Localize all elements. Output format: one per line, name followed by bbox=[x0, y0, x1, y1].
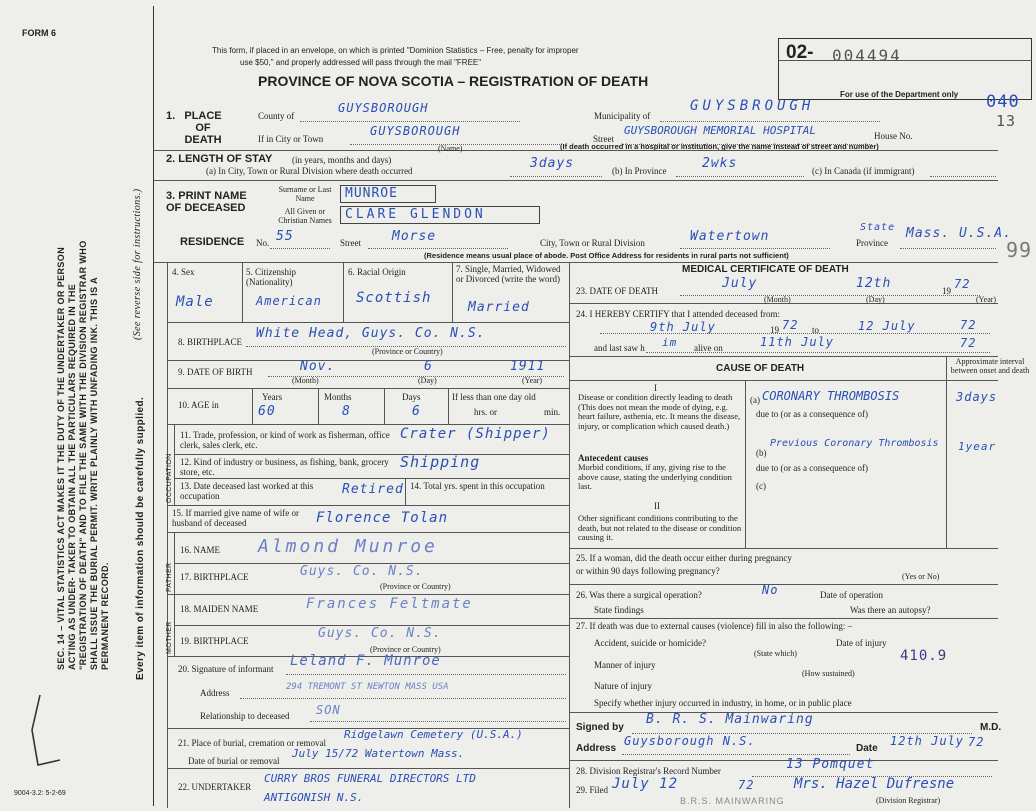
surname-box[interactable] bbox=[340, 185, 436, 203]
father-name-label: 16. NAME bbox=[180, 545, 220, 555]
print-code: 9004-3.2: 5-2-69 bbox=[14, 790, 66, 797]
father-birthplace-sub: (Province or Country) bbox=[380, 582, 451, 591]
place-label-num: 1. bbox=[166, 110, 176, 122]
medical-header: MEDICAL CERTIFICATE OF DEATH bbox=[682, 264, 849, 275]
certify-from[interactable]: 9th July bbox=[650, 320, 716, 334]
reg-prefix: 02- bbox=[786, 42, 814, 63]
dob-year-label: (Year) bbox=[522, 376, 543, 385]
instructions-note: (See reverse side for instructions.) bbox=[132, 188, 143, 340]
residence-province[interactable]: Mass. U.S.A. bbox=[906, 226, 1012, 241]
given-label: All Given or Christian Names bbox=[278, 207, 332, 225]
medical-day[interactable]: 12th bbox=[856, 276, 892, 291]
municipality-value[interactable]: GUYSBROUGH bbox=[690, 98, 815, 114]
burial-date[interactable]: July 15/72 Watertown Mass. bbox=[292, 747, 465, 760]
how-sustained: (How sustained) bbox=[802, 669, 855, 678]
residence-no[interactable]: 55 bbox=[276, 229, 294, 244]
age-months-label: Months bbox=[324, 392, 352, 402]
filed-value[interactable]: July 12 bbox=[612, 776, 679, 792]
burial-place-label: 21. Place of burial, cremation or removal bbox=[178, 738, 326, 748]
every-item-note: Every item of information should be carefully supplied. bbox=[135, 396, 146, 680]
yes-no-label: (Yes or No) bbox=[902, 572, 940, 581]
burial-date-label: Date of burial or removal bbox=[188, 756, 280, 766]
state-findings-label: State findings bbox=[594, 605, 644, 615]
industry-value[interactable]: Shipping bbox=[400, 453, 481, 471]
envelope-note-1: This form, if placed in an envelope, on which is printed "Dominion Statistics – Free, penalty for improper bbox=[212, 46, 579, 55]
age-min-label: min. bbox=[544, 407, 561, 417]
external-label: 27. If death was due to external causes (violence) fill in also the following: – bbox=[576, 621, 853, 631]
mother-birthplace-label: 19. BIRTHPLACE bbox=[180, 636, 249, 646]
medical-month[interactable]: July bbox=[722, 276, 758, 291]
stay-label: 2. LENGTH OF STAY bbox=[166, 153, 273, 165]
stay-b-label: (b) In Province bbox=[612, 166, 667, 176]
place-label: PLACE OF DEATH bbox=[184, 110, 222, 146]
surname-value: MUNROE bbox=[345, 186, 398, 201]
age-less-label: If less than one day old bbox=[452, 392, 536, 402]
county-label: County of bbox=[258, 111, 295, 121]
stay-b-value[interactable]: 2wks bbox=[702, 156, 738, 171]
given-box[interactable] bbox=[340, 206, 540, 224]
sex-value[interactable]: Male bbox=[176, 294, 214, 310]
father-birthplace-label: 17. BIRTHPLACE bbox=[180, 572, 249, 582]
undertaker-value[interactable]: CURRY BROS FUNERAL DIRECTORS LTD bbox=[264, 772, 476, 785]
dob-day[interactable]: 6 bbox=[424, 359, 433, 374]
father-side-label: FATHER bbox=[166, 562, 173, 592]
trade-value[interactable]: Crater (Shipper) bbox=[400, 426, 551, 442]
accident-label: Accident, suicide or homicide? bbox=[594, 638, 706, 648]
total-years-label: 14. Total yrs. spent in this occupation bbox=[410, 481, 545, 491]
medical-month-label: (Month) bbox=[764, 295, 791, 304]
mother-maiden-label: 18. MAIDEN NAME bbox=[180, 604, 259, 614]
relationship-label: Relationship to deceased bbox=[200, 711, 290, 721]
city-value[interactable]: GUYSBOROUGH bbox=[370, 124, 461, 138]
signed-label: Signed by bbox=[576, 722, 624, 733]
page-title: PROVINCE OF NOVA SCOTIA – REGISTRATION OF DEATH bbox=[258, 73, 649, 89]
dept-code-3: 99 bbox=[1006, 238, 1033, 262]
residence-street[interactable]: Morse bbox=[392, 229, 437, 244]
industry-injury-label: Specify whether injury occurred in industry, in home, or in public place bbox=[594, 698, 852, 708]
certify-label: 24. I HEREBY CERTIFY that I attended deceased from: bbox=[576, 309, 780, 319]
medical-year-prefix: 19 bbox=[942, 286, 951, 296]
spouse-label: 15. If married give name of wife or husband of deceased bbox=[172, 508, 299, 528]
cause-b-prefix: (b) bbox=[756, 448, 767, 458]
informant-address[interactable]: 294 TREMONT ST NEWTON MASS USA bbox=[286, 682, 449, 692]
op-date-label: Date of operation bbox=[820, 590, 883, 600]
mother-birthplace-sub: (Province or Country) bbox=[370, 645, 441, 654]
medical-day-label: (Day) bbox=[866, 295, 885, 304]
last-worked-label: 13. Date deceased last worked at this occupation bbox=[180, 481, 314, 501]
alive-on-label: alive on bbox=[694, 343, 723, 353]
birthplace-sub: (Province or Country) bbox=[372, 347, 443, 356]
med-address[interactable]: Guysborough N.S. bbox=[624, 734, 756, 748]
marital-label: 7. Single, Married, Widowed or Divorced (write the word) bbox=[456, 264, 561, 284]
certify-to[interactable]: 12 July bbox=[858, 319, 916, 333]
residence-state-label: State bbox=[860, 222, 896, 233]
certify-year1[interactable]: 72 bbox=[782, 318, 799, 332]
age-hrs-label: hrs. or bbox=[474, 407, 497, 417]
occupation-side-label: OCCUPATION bbox=[166, 453, 173, 503]
certify-year1-prefix: 19 bbox=[770, 325, 779, 335]
section-ii: II bbox=[654, 501, 660, 511]
street-value[interactable]: GUYSBOROUGH MEMORIAL HOSPITAL bbox=[624, 124, 817, 137]
residence-street-label: Street bbox=[340, 238, 361, 248]
age-days[interactable]: 6 bbox=[412, 404, 421, 419]
antecedent-desc: Morbid conditions, if any, giving rise to the above cause, stating the underlying condition last. bbox=[578, 462, 732, 491]
reg-number: 004494 bbox=[832, 46, 902, 65]
date-signed-year[interactable]: 72 bbox=[968, 735, 985, 749]
informant-address-label: Address bbox=[200, 688, 230, 698]
medical-year-label: (Year) bbox=[976, 295, 997, 304]
residence-no-label: No. bbox=[256, 238, 270, 248]
code-410: 410.9 bbox=[900, 648, 948, 664]
house-label: House No. bbox=[874, 131, 913, 141]
dept-code-2: 13 bbox=[996, 112, 1017, 130]
street-label: Street bbox=[593, 134, 614, 144]
mother-side-label: MOTHER bbox=[166, 621, 173, 654]
sex-label: 4. Sex bbox=[172, 267, 195, 277]
hospital-note: (If death occurred in a hospital or institution, give the name instead of street and number) bbox=[560, 142, 879, 151]
residence-label: RESIDENCE bbox=[180, 236, 245, 248]
surgery-label: 26. Was there a surgical operation? bbox=[576, 590, 702, 600]
cause-c-prefix: (c) bbox=[756, 481, 766, 491]
certify-to-label: to bbox=[812, 325, 820, 335]
age-label: 10. AGE in bbox=[178, 400, 219, 410]
dept-use-label: For use of the Department only bbox=[840, 90, 959, 99]
last-saw-label: and last saw h bbox=[594, 343, 645, 353]
cause-b[interactable]: Previous Coronary Thrombosis bbox=[770, 438, 939, 449]
section-i: I bbox=[654, 383, 657, 393]
consequence-b: due to (or as a consequence of) bbox=[756, 463, 868, 473]
margin-scribble bbox=[10, 690, 70, 780]
racial-label: 6. Racial Origin bbox=[348, 267, 406, 277]
disease-label: Disease or condition directly leading to death (This does not mean the mode of dying, e.g. heart failure, asthenia, etc. It means the disease, injury, or complication which caused death.) bbox=[578, 392, 741, 431]
registrar-no[interactable]: 13 Pomquet bbox=[786, 757, 875, 772]
father-name[interactable]: Almond Munroe bbox=[258, 536, 438, 557]
municipality-label: Municipality of bbox=[594, 111, 651, 121]
pregnancy-label: 25. If a woman, did the death occur either during pregnancy or within 90 days following pregnancy? bbox=[576, 553, 792, 576]
filed-year[interactable]: 72 bbox=[738, 778, 755, 792]
surname-label: Surname or Last Name bbox=[278, 185, 332, 203]
medical-year[interactable]: 72 bbox=[954, 277, 971, 291]
undertaker-label: 22. UNDERTAKER bbox=[178, 782, 252, 792]
undertaker-address[interactable]: ANTIGONISH N.S. bbox=[264, 791, 364, 804]
age-days-label: Days bbox=[402, 392, 421, 402]
residence-city[interactable]: Watertown bbox=[690, 229, 770, 244]
citizenship-label: 5. Citizenship (Nationality) bbox=[246, 267, 296, 287]
certify-year3[interactable]: 72 bbox=[960, 336, 977, 350]
date-signed-label: Date bbox=[856, 743, 878, 754]
cause-a[interactable]: CORONARY THROMBOSIS bbox=[762, 389, 900, 403]
autopsy-label: Was there an autopsy? bbox=[850, 605, 931, 615]
city-label: If in City or Town bbox=[258, 134, 324, 144]
dept-code-1: 040 bbox=[986, 92, 1020, 112]
registrar-signature[interactable]: Mrs. Hazel Dufresne bbox=[794, 776, 955, 792]
age-years-label: Years bbox=[262, 392, 283, 402]
residence-city-label: City, Town or Rural Division bbox=[540, 238, 645, 248]
md-label: M.D. bbox=[980, 722, 1002, 733]
city-name-label: (Name) bbox=[438, 144, 463, 153]
act-text: SEC. 14 – VITAL STATISTICS ACT MAKES IT THE DUTY OF THE UNDERTAKER OR PERSON ACTING AS UNDER- TAKER TO OBTAIN ALL THE PARTICULARS REQUIRED IN THE "REGISTRATION OF DEATH" AND TO FILE THE SAME WITH THE DIVISION REGISTRAR WHO SHALL ISSUE THE BURIAL PERMIT. WRITE PLAINLY WITH UNFADING INK. THIS IS A PERMANENT RECORD. bbox=[56, 240, 110, 670]
mother-maiden[interactable]: Frances Feltmate bbox=[306, 596, 473, 612]
citizenship-value[interactable]: American bbox=[256, 294, 322, 308]
dob-month-label: (Month) bbox=[292, 376, 319, 385]
other-label: Other significant conditions contributing to the death, but not related to the disease or condition causing it. bbox=[578, 513, 742, 542]
signed-value[interactable]: B. R. S. Mainwaring bbox=[646, 712, 814, 727]
nature-label: Nature of injury bbox=[594, 681, 652, 691]
injury-date-label: Date of injury bbox=[836, 638, 887, 648]
antecedent-label: Antecedent causes bbox=[578, 453, 649, 463]
dob-year[interactable]: 1911 bbox=[510, 359, 546, 374]
surgery-value[interactable]: No bbox=[762, 583, 779, 597]
industry-label: 12. Kind of industry or business, as fishing, bank, grocery store, etc. bbox=[180, 457, 389, 477]
father-birthplace[interactable]: Guys. Co. N.S. bbox=[300, 564, 424, 579]
dob-month[interactable]: Nov. bbox=[300, 359, 336, 374]
date-signed[interactable]: 12th July bbox=[890, 734, 965, 748]
informant-label: 20. Signature of informant bbox=[178, 664, 274, 674]
stay-label-sub: (in years, months and days) bbox=[292, 155, 392, 165]
envelope-note-2: use $50," and properly addressed will pass through the mail "FREE" bbox=[240, 58, 482, 67]
racial-value[interactable]: Scottish bbox=[356, 290, 432, 306]
manner-label: Manner of injury bbox=[594, 660, 656, 670]
stay-a-value[interactable]: 3days bbox=[530, 156, 575, 171]
trade-label: 11. Trade, profession, or kind of work as fisherman, office clerk, sales clerk, etc. bbox=[180, 430, 390, 450]
stay-c-label: (c) In Canada (if immigrant) bbox=[812, 166, 915, 176]
registrar-no-label: 28. Division Registrar's Record Number bbox=[576, 766, 721, 776]
residence-note: (Residence means usual place of abode. Post Office Address for residents in rural parts not sufficient) bbox=[424, 251, 789, 260]
registrar-label: (Division Registrar) bbox=[876, 796, 941, 805]
last-saw-suffix[interactable]: im bbox=[662, 336, 678, 349]
county-value[interactable]: GUYSBOROUGH bbox=[338, 101, 429, 115]
filed-label: 29. Filed bbox=[576, 785, 609, 795]
residence-province-label: Province bbox=[856, 238, 888, 248]
doctor-stamp: B.R.S. MAINWARING bbox=[680, 796, 785, 806]
medical-date-label: 23. DATE OF DEATH bbox=[576, 286, 658, 296]
burial-place[interactable]: Ridgelawn Cemetery (U.S.A.) bbox=[344, 728, 523, 741]
birthplace-value[interactable]: White Head, Guys. Co. N.S. bbox=[256, 326, 486, 341]
informant-signature[interactable]: Leland F. Munroe bbox=[290, 653, 441, 669]
state-which: (State which) bbox=[754, 649, 797, 658]
certify-year2[interactable]: 72 bbox=[960, 318, 977, 332]
last-worked-value[interactable]: Retired bbox=[342, 482, 404, 497]
age-years[interactable]: 60 bbox=[258, 404, 276, 419]
med-address-label: Address bbox=[576, 743, 617, 754]
relationship-value[interactable]: SON bbox=[316, 703, 341, 717]
spouse-value[interactable]: Florence Tolan bbox=[316, 510, 449, 526]
dob-day-label: (Day) bbox=[418, 376, 437, 385]
cause-a-interval[interactable]: 3days bbox=[956, 390, 998, 404]
interval-label: Approximate interval between onset and death bbox=[950, 357, 1030, 375]
dob-label: 9. DATE OF BIRTH bbox=[178, 367, 253, 377]
age-months[interactable]: 8 bbox=[342, 404, 351, 419]
marital-value[interactable]: Married bbox=[468, 300, 530, 315]
mother-birthplace[interactable]: Guys. Co. N.S. bbox=[318, 626, 442, 641]
given-value: CLARE GLENDON bbox=[345, 207, 486, 222]
stay-a-label: (a) In City, Town or Rural Division where death occurred bbox=[206, 166, 413, 176]
form-label: FORM 6 bbox=[22, 28, 57, 38]
cause-a-prefix: (a) bbox=[750, 395, 760, 405]
cause-header: CAUSE OF DEATH bbox=[716, 363, 805, 374]
name-label: 3. PRINT NAME OF DECEASED bbox=[166, 190, 247, 214]
alive-on-value[interactable]: 11th July bbox=[760, 335, 835, 349]
cause-b-interval[interactable]: 1year bbox=[958, 440, 997, 453]
birthplace-label: 8. BIRTHPLACE bbox=[178, 337, 242, 347]
consequence-a: due to (or as a consequence of) bbox=[756, 409, 868, 419]
